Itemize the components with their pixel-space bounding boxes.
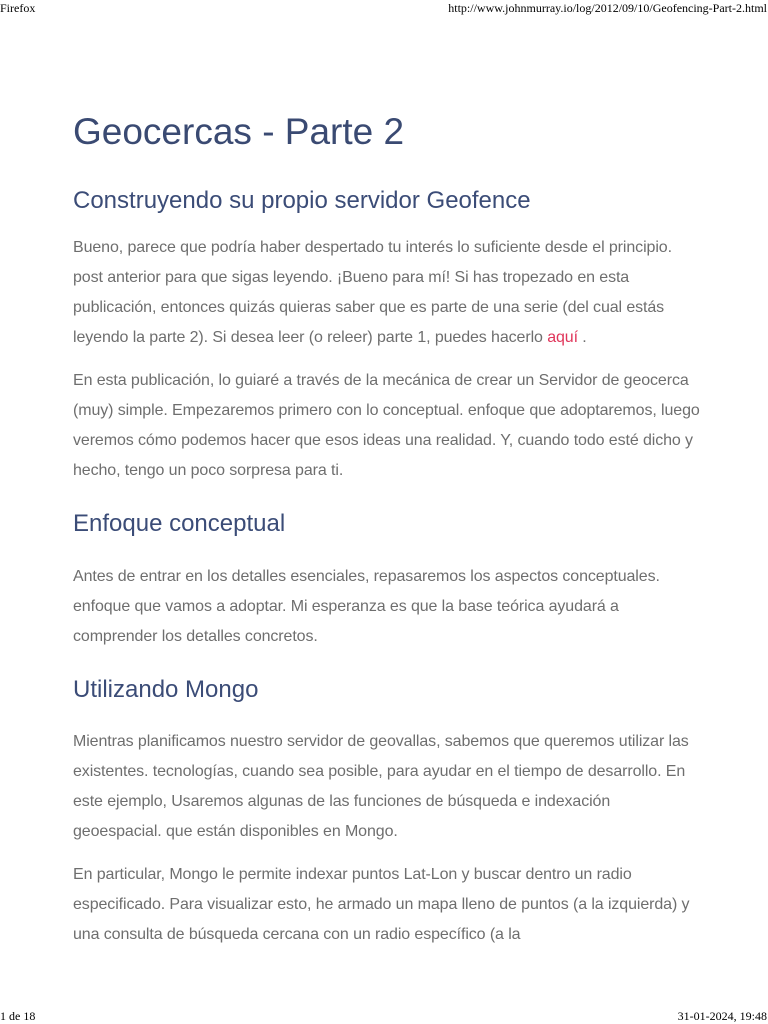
- intro-paragraph-text: Bueno, parece que podría haber despertado tu interés lo suficiente desde el principio. post anterior para que sigas leyendo. ¡Bueno para mí! Si has tropezado en esta publicación, entonces quizás quieras saber que es parte de una serie (del cual estás leyendo la parte 2). Si desea leer (o releer) parte 1, puedes hacerlo: [73, 239, 672, 346]
- article-subtitle: Construyendo su propio servidor Geofence: [73, 187, 531, 214]
- print-header-browser: Firefox: [0, 1, 36, 15]
- intro-paragraph-end: .: [577, 329, 587, 346]
- mongo-paragraph-1: Mientras planificamos nuestro servidor de geovallas, sabemos que queremos utilizar las existentes. tecnologías, cuando sea posible, para ayudar en el tiempo de desarrollo. En este ejemplo, Usaremos algunas de las funciones de búsqueda e indexación geoespacial. que están disponibles en Mongo.: [73, 733, 689, 840]
- print-footer: [0, 1008, 768, 1024]
- section-heading-conceptual: Enfoque conceptual: [73, 510, 286, 537]
- print-datetime: 31-01-2024, 19:48: [677, 1009, 767, 1023]
- page-title: Geocercas - Parte 2: [73, 111, 405, 152]
- page-number: 1 de 18: [0, 1009, 36, 1023]
- conceptual-paragraph: Antes de entrar en los detalles esenciales, repasaremos los aspectos conceptuales. enfoque que vamos a adoptar. Mi esperanza es que la base teórica ayudará a comprender los detalles concretos.: [73, 568, 660, 645]
- print-header: [0, 0, 768, 16]
- article: [73, 104, 703, 950]
- intro-paragraph: [73, 233, 703, 353]
- section-heading-mongo: Utilizando Mongo: [73, 676, 259, 703]
- mongo-paragraph-2: En particular, Mongo le permite indexar puntos Lat-Lon y buscar dentro un radio especificado. Para visualizar esto, he armado un mapa lleno de puntos (a la izquierda) y una consulta de búsqueda cercana con un radio específico (a la: [73, 866, 690, 943]
- print-header-url: http://www.johnmurray.io/log/2012/09/10/Geofencing-Part-2.html: [448, 1, 767, 15]
- overview-paragraph: En esta publicación, lo guiaré a través de la mecánica de crear un Servidor de geocerca (muy) simple. Empezaremos primero con lo conceptual. enfoque que adoptaremos, luego veremos cómo podemos hacer que esos ideas una realidad. Y, cuando todo esté dicho y hecho, tengo un poco sorpresa para ti.: [73, 372, 700, 479]
- part-1-link[interactable]: aquí: [547, 329, 578, 346]
